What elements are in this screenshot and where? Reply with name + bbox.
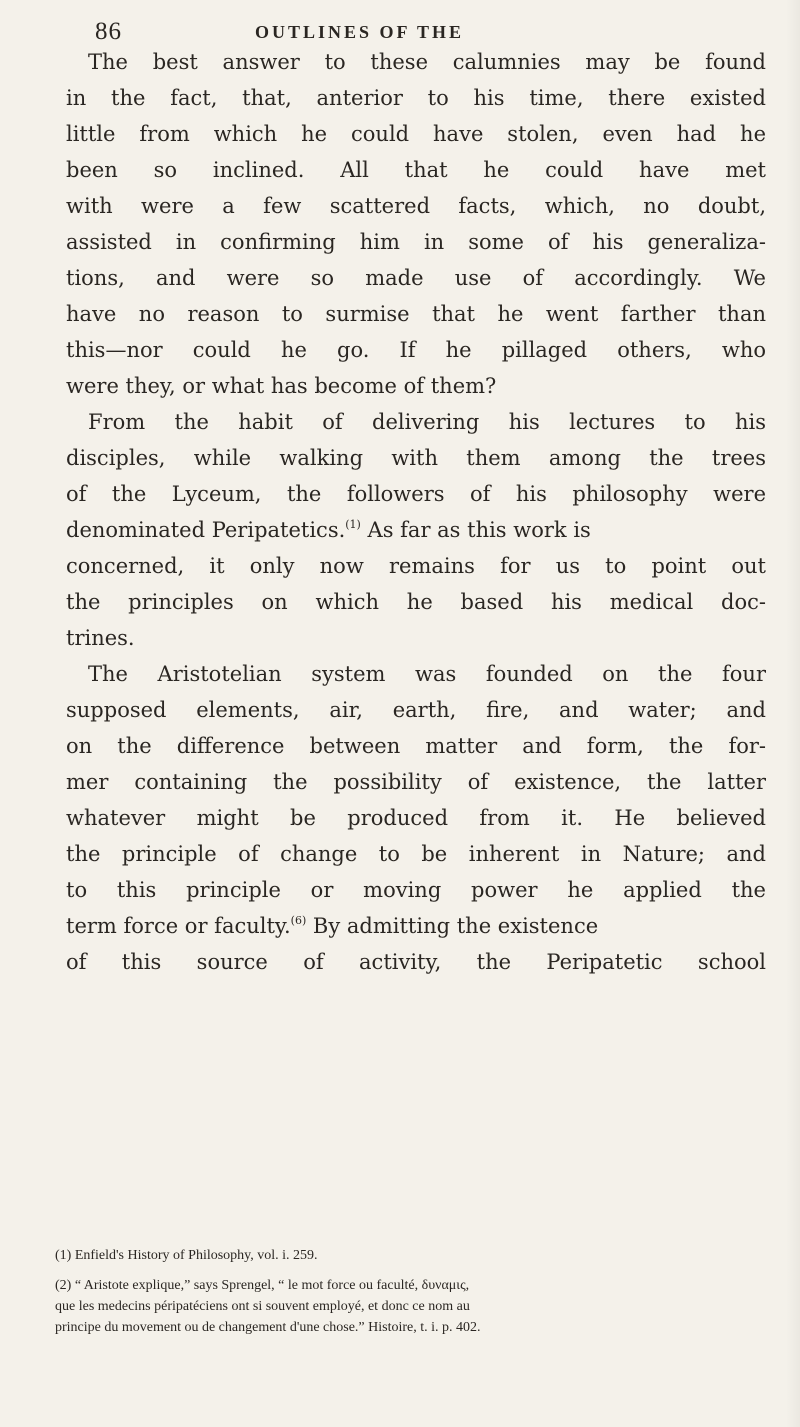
- text-line: little from which he could have stolen, even had he: [66, 122, 766, 146]
- page-number: 86: [95, 18, 122, 45]
- text-line: supposed elements, air, earth, fire, and water; and: [66, 698, 766, 722]
- footnotes: [55, 1245, 765, 1338]
- text-line: From the habit of delivering his lectures to his: [88, 410, 766, 434]
- text-line: [66, 512, 766, 548]
- text-line: the principles on which he based his medical doc-: [66, 590, 766, 614]
- text-line: were they, or what has become of them?: [66, 374, 497, 398]
- text-line: concerned, it only now remains for us to point out: [66, 554, 766, 578]
- footnote-1: (1) Enfield's History of Philosophy, vol. i. 259.: [55, 1248, 318, 1263]
- text-line: of the Lyceum, the followers of his philosophy were: [66, 482, 766, 506]
- text-fragment: By admitting the existence: [306, 914, 599, 938]
- body-text: [66, 44, 766, 980]
- page-edge-shadow: [786, 0, 800, 1427]
- text-line: have no reason to surmise that he went farther than: [66, 302, 766, 326]
- text-line: disciples, while walking with them among the trees: [66, 446, 766, 470]
- footnote-ref-6: (6): [290, 914, 307, 927]
- text-line: The best answer to these calumnies may be found: [88, 50, 766, 74]
- text-line: assisted in confirming him in some of his generaliza-: [66, 230, 766, 254]
- text-line: with were a few scattered facts, which, no doubt,: [66, 194, 766, 218]
- text-line: [66, 908, 766, 944]
- text-line: tions, and were so made use of accordingly. We: [66, 266, 766, 290]
- footnote-2-line: que les medecins péripatéciens ont si souvent employé, et donc ce nom au: [55, 1299, 470, 1314]
- running-head: OUTLINES OF THE: [255, 22, 465, 42]
- text-line: The Aristotelian system was founded on the four: [88, 662, 766, 686]
- text-line: been so inclined. All that he could have met: [66, 158, 766, 182]
- text-line: this—nor could he go. If he pillaged others, who: [66, 338, 766, 362]
- footnote-ref-1: (1): [345, 518, 361, 531]
- text-fragment: term force or faculty.: [66, 914, 291, 938]
- text-line: of this source of activity, the Peripatetic school: [66, 950, 766, 974]
- text-line: the principle of change to be inherent in Nature; and: [66, 842, 766, 866]
- text-line: whatever might be produced from it. He believed: [66, 806, 766, 830]
- text-fragment: As far as this work is: [360, 518, 591, 542]
- text-line: mer containing the possibility of existence, the latter: [66, 770, 766, 794]
- text-line: to this principle or moving power he applied the: [66, 878, 766, 902]
- text-line: in the fact, that, anterior to his time, there existed: [66, 86, 766, 110]
- text-fragment: denominated Peripatetics.: [66, 518, 346, 542]
- text-line: on the difference between matter and form, the for-: [66, 734, 766, 758]
- footnote-2-line: principe du movement ou de changement d'une chose.” Histoire, t. i. p. 402.: [55, 1320, 481, 1335]
- footnote-2-line: (2) “ Aristote explique,” says Sprengel, “ le mot force ou faculté, δυναμις,: [55, 1278, 470, 1293]
- text-line: trines.: [66, 626, 135, 650]
